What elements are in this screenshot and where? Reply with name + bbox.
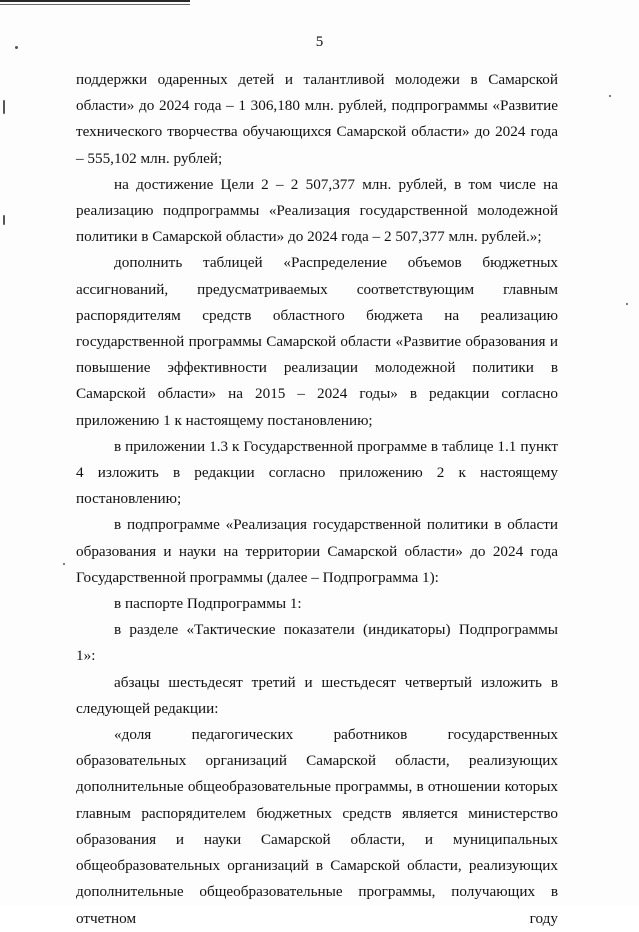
scan-speck bbox=[609, 95, 611, 97]
paragraph-continuation: поддержки одаренных детей и талантливой молодежи в Самарской области» до 2024 года – 1 306,180 млн. рублей, подпрограммы «Развитие технического творчества обучающихся Самарской области» до 2024 года – 555,102 млн. рублей; bbox=[76, 71, 558, 167]
page-number: 5 bbox=[315, 34, 324, 50]
top-rule bbox=[0, 0, 190, 2]
paragraph-section-indicators: в разделе «Тактические показатели (индикаторы) Подпрограммы 1»: bbox=[76, 621, 558, 665]
scan-speck bbox=[3, 215, 5, 225]
paragraph-appendix-1-3: в приложении 1.3 к Государственной программе в таблице 1.1 пункт 4 изложить в редакции согласно приложению 2 к настоящему постановлению; bbox=[76, 437, 558, 508]
paragraph-replace-63-64: абзацы шестьдесят третий и шестьдесят четвертый изложить в следующей редакции: bbox=[76, 673, 558, 717]
paragraph-passport: в паспорте Подпрограммы 1: bbox=[114, 595, 302, 613]
scan-speck bbox=[626, 303, 628, 305]
scan-speck bbox=[63, 563, 65, 565]
document-body bbox=[76, 67, 558, 932]
paragraph-goal-2: на достижение Цели 2 – 2 507,377 млн. рублей, в том числе на реализацию подпрограммы «Реализация государственной молодежной политики в Самарской области» до 2024 года – 2 507,377 млн. рублей.»; bbox=[76, 175, 558, 246]
paragraph-add-table: дополнить таблицей «Распределение объемов бюджетных ассигнований, предусматриваемых соответствующим главным распорядителям средств областного бюджета на реализацию государственной программы Самарской области «Развитие образования и повышение эффективности реализации молодежной политики в Самарской области» на 2015 – 2024 годы» в редакции согласно приложению 1 к настоящему постановлению; bbox=[76, 254, 558, 429]
top-rule-thin bbox=[0, 4, 190, 5]
scan-speck bbox=[3, 100, 5, 114]
paragraph-quoted-indicator: «доля педагогических работников государственных образовательных организаций Самарской области, реализующих дополнительные общеобразовательные программы, в отношении которых главным распорядителем бюджетных средств является министерство образования и науки Самарской области, и муниципальных общеобразовательных организаций в Самарской области, реализующих дополнительные общеобразовательные программы, получающих в отчетном году bbox=[76, 726, 558, 927]
paragraph-subprogram-1: в подпрограмме «Реализация государственной политики в области образования и науки на территории Самарской области» до 2024 года Государственной программы (далее – Подпрограмма 1): bbox=[76, 516, 558, 586]
